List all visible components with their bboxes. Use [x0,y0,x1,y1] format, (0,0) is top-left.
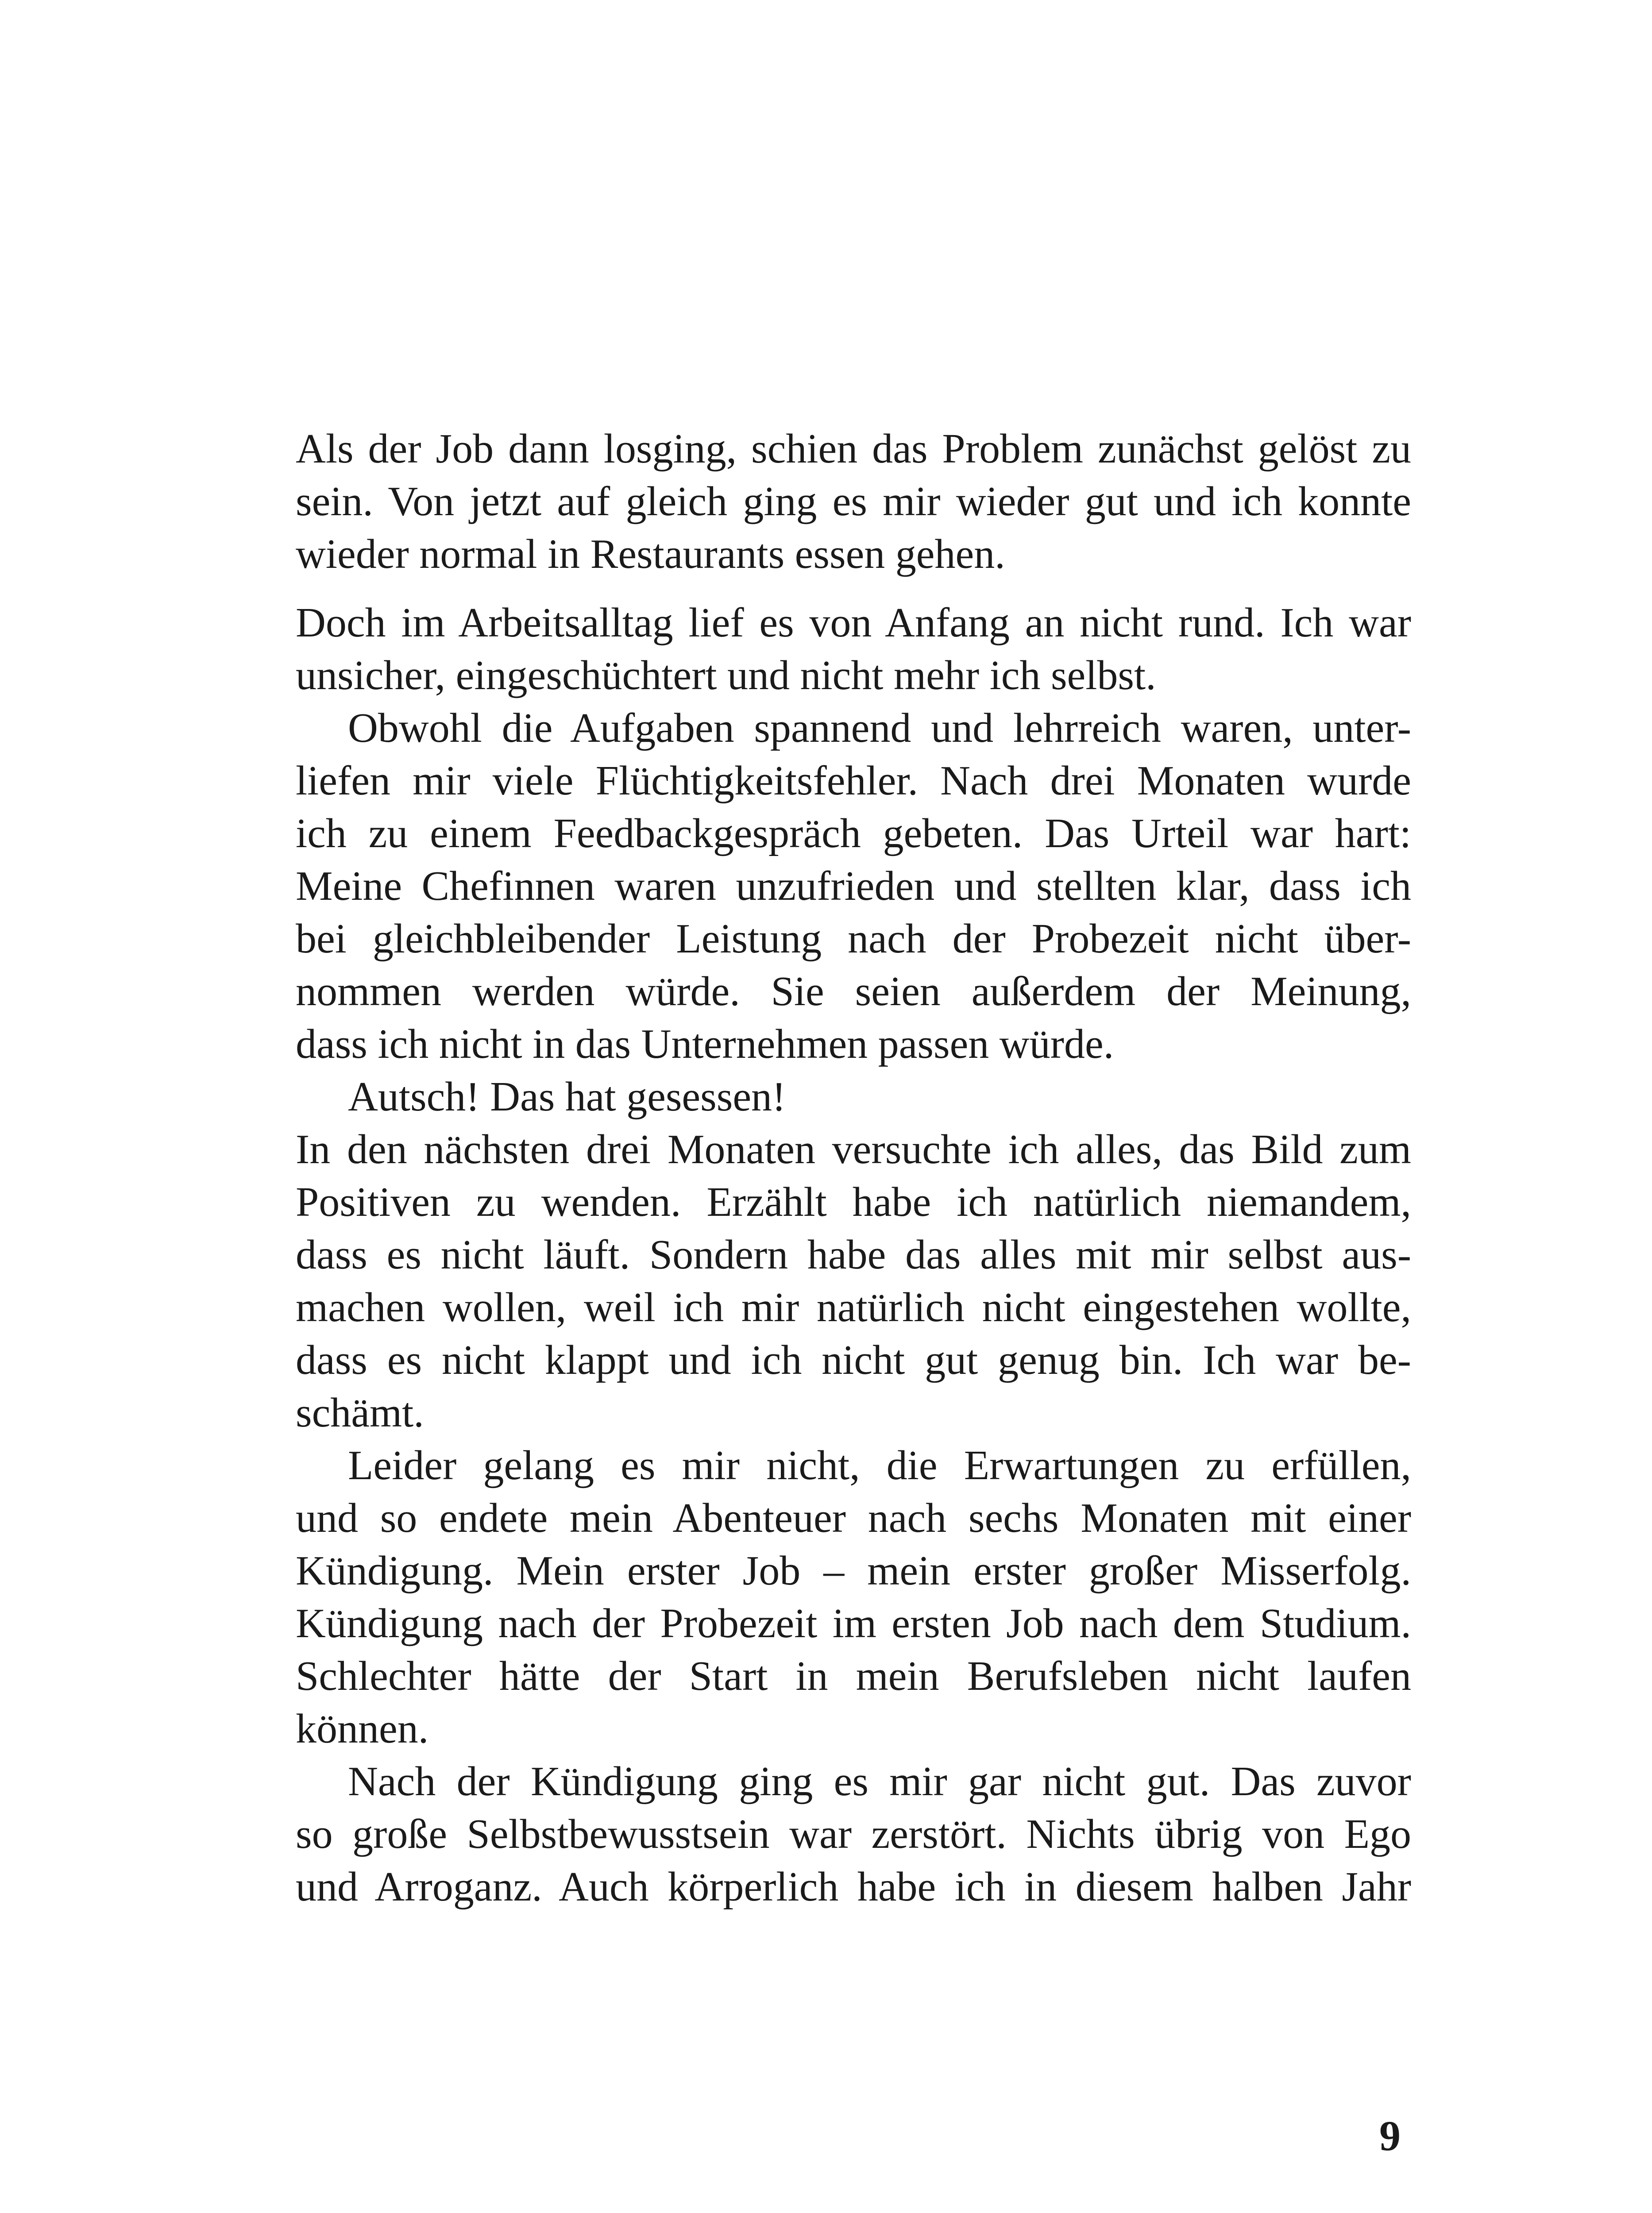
text-line: und Arroganz. Auch körperlich habe ich in diesem halben Jahr [296,1864,1411,1910]
text-line: Schlechter hätte der Start in mein Berufsleben nicht laufen [296,1653,1411,1699]
text-line: nommen werden würde. Sie seien außerdem der Meinung, [296,968,1411,1014]
paragraph-7 [296,1755,1411,1913]
text-line: liefen mir viele Flüchtigkeitsfehler. Nach drei Monaten wurde [296,758,1411,804]
text-line: In den nächsten drei Monaten versuchte ich alles, das Bild zum [296,1126,1411,1172]
text-line: unsicher, eingeschüchtert und nicht mehr ich selbst. [296,652,1156,698]
text-line: Positiven zu wenden. Erzählt habe ich natürlich niemandem, [296,1179,1411,1225]
text-line: wieder normal in Restaurants essen gehen. [296,531,1005,577]
text-line: sein. Von jetzt auf gleich ging es mir wieder gut und ich konnte [296,478,1411,524]
paragraph-6 [296,1439,1411,1755]
paragraph-1 [296,423,1411,581]
text-line: Doch im Arbeitsalltag lief es von Anfang an nicht rund. Ich war [296,600,1411,646]
text-line: Kündigung. Mein erster Job – mein erster großer Misserfolg. [296,1548,1411,1594]
text-line: dass es nicht klappt und ich nicht gut genug bin. Ich war be- [296,1337,1411,1383]
text-line: Kündigung nach der Probezeit im ersten Job nach dem Studium. [296,1600,1411,1646]
text-line: dass es nicht läuft. Sondern habe das alles mit mir selbst aus- [296,1232,1411,1278]
text-line: können. [296,1706,429,1752]
text-line: Meine Chefinnen waren unzufrieden und stellten klar, dass ich [296,863,1411,909]
text-line: und so endete mein Abenteuer nach sechs Monaten mit einer [296,1495,1411,1541]
text-line: Obwohl die Aufgaben spannend und lehrreich waren, unter- [348,705,1411,751]
text-line: Autsch! Das hat gesessen! [348,1074,786,1120]
paragraph-4 [296,1071,1411,1123]
text-line: dass ich nicht in das Unternehmen passen würde. [296,1021,1114,1067]
paragraph-5 [296,1123,1411,1439]
text-line: schämt. [296,1390,424,1436]
text-line: Als der Job dann losging, schien das Problem zunächst gelöst zu [296,426,1411,472]
text-line: ich zu einem Feedbackgespräch gebeten. Das Urteil war hart: [296,810,1411,856]
text-line: bei gleichbleibender Leistung nach der Probezeit nicht über- [296,916,1411,962]
paragraph-2 [296,597,1411,702]
text-line: Leider gelang es mir nicht, die Erwartungen zu erfüllen, [348,1442,1411,1488]
text-line: Nach der Kündigung ging es mir gar nicht gut. Das zuvor [348,1758,1411,1804]
body-text [296,423,1411,1913]
paragraph-3 [296,702,1411,1071]
text-line: machen wollen, weil ich mir natürlich nicht eingestehen wollte, [296,1284,1411,1330]
text-line: so große Selbstbewusstsein war zerstört. Nichts übrig von Ego [296,1811,1411,1857]
page-number: 9 [1379,2112,1401,2159]
